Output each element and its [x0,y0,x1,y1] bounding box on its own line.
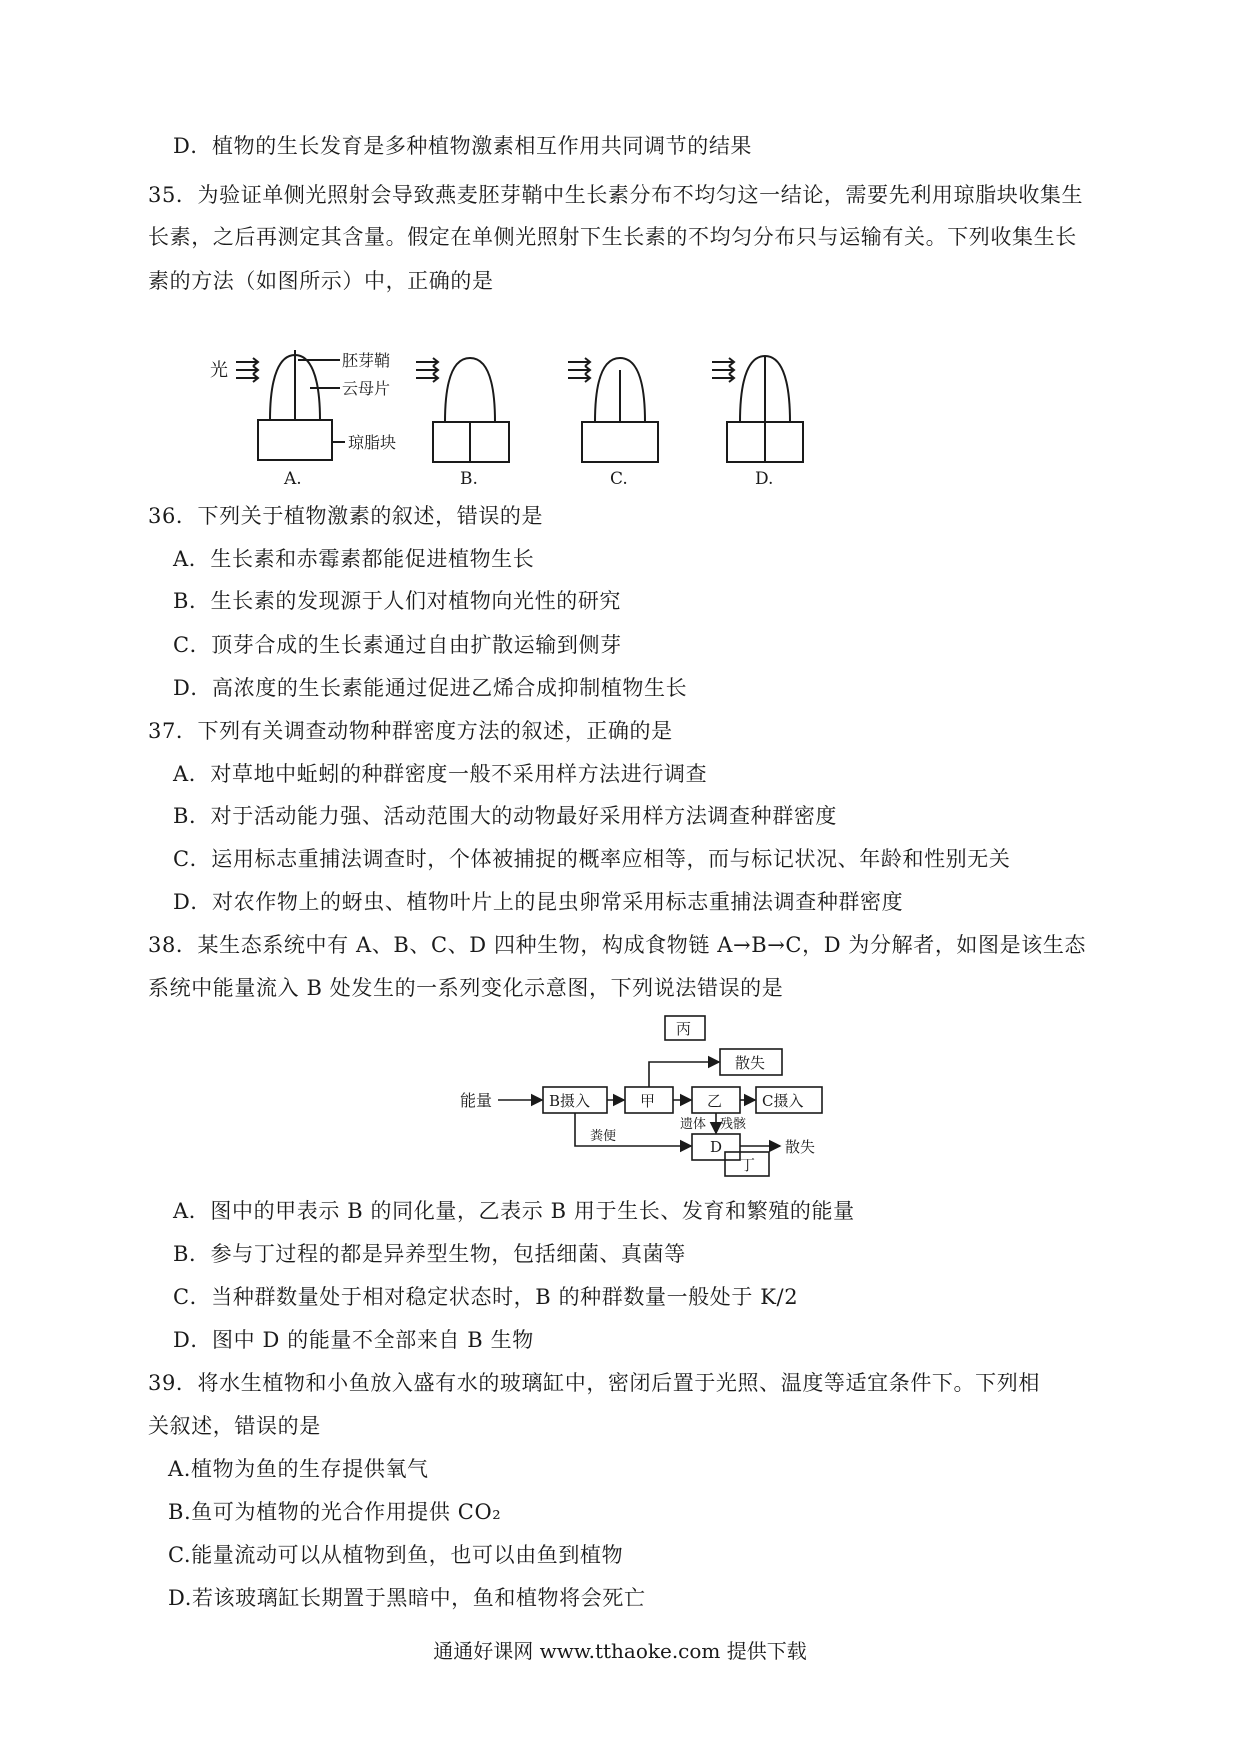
q36-option-d: D．高浓度的生长素能通过促进乙烯合成抑制植物生长 [173,676,688,700]
q34-option-d: D．植物的生长发育是多种植物激素相互作用共同调节的结果 [173,134,753,158]
q35-stem-line1: 35．为验证单侧光照射会导致燕麦胚芽鞘中生长素分布不均匀这一结论，需要先利用琼脂块收集生 [148,183,1084,207]
option-b-label: B. [460,469,478,489]
q38-option-d: D．图中 D 的能量不全部来自 B 生物 [173,1328,534,1352]
energy-label: 能量 [460,1091,493,1110]
option-c-label: C. [610,469,628,489]
q38-option-a: A．图中的甲表示 B 的同化量，乙表示 B 用于生长、发育和繁殖的能量 [173,1199,855,1223]
q38-stem-line1: 38．某生态系统中有 A、B、C、D 四种生物，构成食物链 A→B→C，D 为分解者，如图是该生态 [148,933,1087,957]
q37-stem: 37．下列有关调查动物种群密度方法的叙述，正确的是 [148,719,673,743]
c-intake-label: C摄入 [762,1092,804,1110]
bing-label: 丙 [676,1020,692,1038]
mica-label: 云母片 [342,379,391,398]
q39-option-b: B.鱼可为植物的光合作用提供 CO₂ [168,1500,502,1524]
d-label: D [710,1138,723,1156]
q39-stem-line1: 39．将水生植物和小鱼放入盛有水的玻璃缸中，密闭后置于光照、温度等适宜条件下。下列相 [148,1371,1040,1395]
sheath-label: 胚芽鞘 [342,351,391,370]
remains-label: 遗体 [680,1117,707,1132]
q37-option-b: B．对于活动能力强、活动范围大的动物最好采用样方法调查种群密度 [173,804,838,828]
q39-option-a: A.植物为鱼的生存提供氧气 [168,1457,429,1481]
option-a-label: A. [284,469,302,489]
q36-option-b: B．生长素的发现源于人们对植物向光性的研究 [173,589,622,613]
jia-label: 甲 [640,1092,656,1110]
q36-option-a: A．生长素和赤霉素都能促进植物生长 [173,547,535,571]
q37-option-d: D．对农作物上的蚜虫、植物叶片上的昆虫卵常采用标志重捕法调查种群密度 [173,890,904,914]
yi-label: 乙 [707,1092,723,1110]
coleoptile-figure [210,350,910,490]
ding-label: 丁 [740,1156,756,1174]
q36-option-c: C．顶芽合成的生长素通过自由扩散运输到侧芽 [173,633,622,657]
coleoptile-c [582,358,658,462]
q37-option-a: A．对草地中蚯蚓的种群密度一般不采用样方法进行调查 [173,762,708,786]
q39-option-d: D.若该玻璃缸长期置于黑暗中，鱼和植物将会死亡 [168,1586,646,1610]
loss2-label: 散失 [785,1138,816,1156]
light-arrow-icon [236,358,258,382]
q36-stem: 36．下列关于植物激素的叙述，错误的是 [148,504,544,528]
q35-stem-line3: 素的方法（如图所示）中，正确的是 [148,269,494,293]
residue-label: 残骸 [720,1117,747,1132]
coleoptile-d [727,356,803,462]
option-d-label: D. [755,469,774,489]
q39-option-c: C.能量流动可以从植物到鱼，也可以由鱼到植物 [168,1543,624,1567]
light-label: 光 [210,360,228,381]
q35-stem-line2: 长素，之后再测定其含量。假定在单侧光照射下生长素的不均匀分布只与运输有关。下列收集生长 [148,225,1077,249]
q38-stem-line2: 系统中能量流入 B 处发生的一系列变化示意图，下列说法错误的是 [148,976,784,1000]
agar-label: 琼脂块 [348,433,397,452]
b-intake-label: B摄入 [549,1092,591,1110]
energy-flow-figure [460,1012,860,1182]
loss1-label: 散失 [735,1054,766,1072]
feces-label: 粪便 [590,1129,617,1144]
coleoptile-a [258,350,332,460]
q39-stem-line2: 关叙述，错误的是 [148,1414,321,1438]
q37-option-c: C．运用标志重捕法调查时，个体被捕捉的概率应相等，而与标记状况、年龄和性别无关 [173,847,1011,871]
coleoptile-b [433,358,509,462]
q38-option-b: B．参与丁过程的都是异养型生物，包括细菌、真菌等 [173,1242,686,1266]
q38-option-c: C．当种群数量处于相对稳定状态时，B 的种群数量一般处于 K/2 [173,1285,799,1309]
footer-credit: 通通好课网 www.tthaoke.com 提供下载 [433,1639,807,1663]
